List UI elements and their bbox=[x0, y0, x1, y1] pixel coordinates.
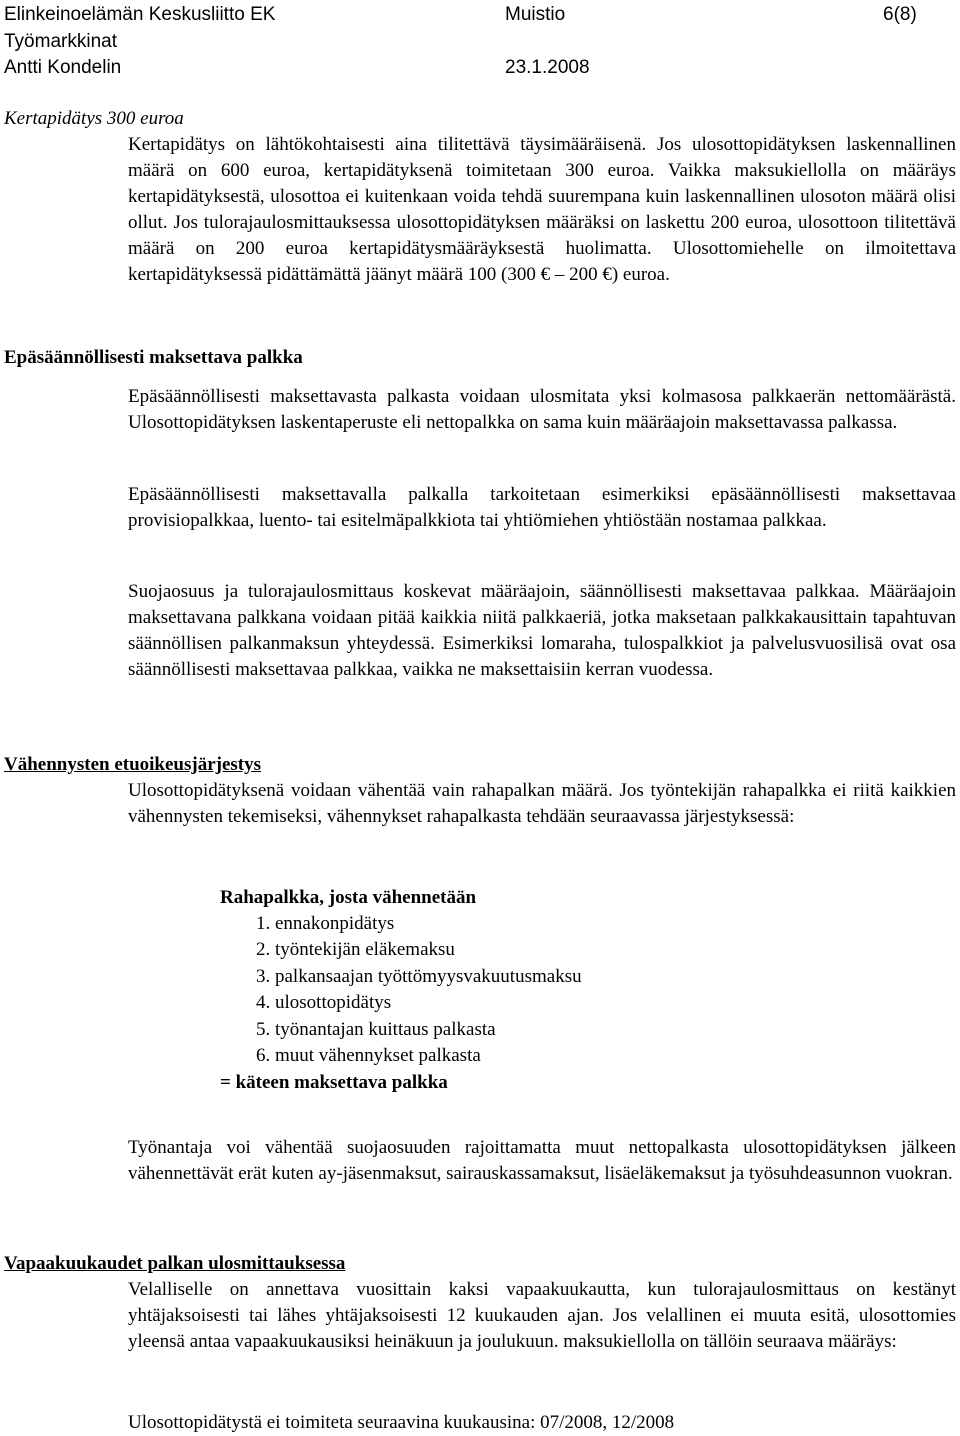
paragraph-vahennykset-intro: Ulosottopidätyksenä voidaan vähentää vain rahapalkan määrä. Jos työntekijän rahapalkka ei riitä kaikkien vähennysten tekemiseksi, vähennykset rahapalkasta tehdään seuraavassa järjestyksessä: bbox=[128, 780, 956, 827]
section-heading-vahennykset: Vähennysten etuoikeusjärjestys bbox=[4, 754, 262, 775]
paragraph-vahennykset-outro: Työnantaja voi vähentää suojaosuuden rajoittamatta muut nettopalkasta ulosottopidätyksen jälkeen vähennettävät erät kuten ay-jäsenmaksut, sairauskassamaksut, lisäeläkemaksut ja työsuhdeasunnon vuokran. bbox=[128, 1137, 956, 1184]
section-heading-vapaakuukaudet: Vapaakuukaudet palkan ulosmittauksessa bbox=[4, 1253, 346, 1274]
author: Antti Kondelin bbox=[4, 57, 122, 78]
paragraph-epasaannollinen-2: Epäsäännöllisesti maksettavalla palkalla tarkoitetaan esimerkiksi epäsäännöllisesti maksettavaa provisiopalkkaa, luento- tai esitelmäpalkkiota tai yhtiömiehen yhtiöstään nostamaa palkkaa. bbox=[128, 484, 956, 531]
deduction-list-item: 1. ennakonpidätys bbox=[256, 913, 395, 934]
vapaakuukaudet-final-line: Ulosottopidätystä ei toimiteta seuraavina kuukausina: 07/2008, 12/2008 bbox=[128, 1412, 675, 1433]
document-date: 23.1.2008 bbox=[505, 57, 590, 78]
deduction-list-item: 2. työntekijän eläkemaksu bbox=[256, 939, 455, 960]
document-type: Muistio bbox=[505, 4, 566, 25]
paragraph-vapaakuukaudet: Velalliselle on annettava vuosittain kaksi vapaakuukautta, kun tulorajaulosmittaus on kestänyt yhtäjaksoisesti tai lähes yhtäjaksoisesti 12 kuukauden ajan. Jos velallinen ei muuta esitä, ulosottomies yleensä antaa vapaakuukausiksi heinäkuun ja joulukuun. maksukiellolla on tällöin seuraava määräys: bbox=[128, 1279, 956, 1352]
deduction-list-title: Rahapalkka, josta vähennetään bbox=[220, 887, 477, 908]
section-heading-kertapidatys: Kertapidätys 300 euroa bbox=[4, 108, 184, 129]
paragraph-epasaannollinen-3: Suojaosuus ja tulorajaulosmittaus koskevat määräajoin, säännöllisesti maksettavaa palkkaa. Määräajoin maksettavana palkkana voidaan pitää kaikkia niitä palkkaeriä, jotka maksetaan palkkakausittain tapahtuvan säännöllisen palkanmaksun yhteydessä. Esimerkiksi lomaraha, tulospalkkiot ja palvelusvuosilisä ovat osa säännöllisesti maksettavaa palkkaa, vaikka ne maksettaisiin kerran vuodessa. bbox=[128, 581, 956, 680]
organization-name: Elinkeinoelämän Keskusliitto EK bbox=[4, 4, 276, 25]
section-heading-epasaannollinen: Epäsäännöllisesti maksettava palkka bbox=[4, 347, 303, 368]
deduction-list-item: 3. palkansaajan työttömyysvakuutusmaksu bbox=[256, 966, 582, 987]
deduction-list-item: 4. ulosottopidätys bbox=[256, 992, 392, 1013]
deduction-list-result: = käteen maksettava palkka bbox=[220, 1072, 448, 1093]
page-number: 6(8) bbox=[883, 4, 917, 25]
paragraph-kertapidatys: Kertapidätys on lähtökohtaisesti aina tilitettävä täysimääräisenä. Jos ulosottopidätyksen laskennallinen määrä on 600 euroa, kertapidätyksenä toimitetaan 300 euroa. Vaikka maksukiellolla on määräys kertapidätyksestä, ulosottoa ei kuitenkaan voida tehdä suurempana kuin laskennallinen ulosoton määrä olisi ollut. Jos tulorajaulosmittauksessa ulosottopidätyksen määräksi on laskettu 200 euroa, ulosottoon tilitettävä määrä on 200 euroa kertapidätysmääräyksestä huolimatta. Ulosottomiehelle on ilmoitettava kertapidätyksessä pidättämättä jäänyt määrä 100 (300 € – 200 €) euroa. bbox=[128, 134, 956, 285]
paragraph-epasaannollinen-1: Epäsäännöllisesti maksettavasta palkasta voidaan ulosmitata yksi kolmasosa palkkaerän nettomäärästä. Ulosottopidätyksen laskentaperuste eli nettopalkka on sama kuin määräajoin maksettavassa palkassa. bbox=[128, 386, 956, 433]
department: Työmarkkinat bbox=[4, 31, 117, 52]
deduction-list-item: 5. työnantajan kuittaus palkasta bbox=[256, 1019, 496, 1040]
deduction-list-item: 6. muut vähennykset palkasta bbox=[256, 1045, 481, 1066]
